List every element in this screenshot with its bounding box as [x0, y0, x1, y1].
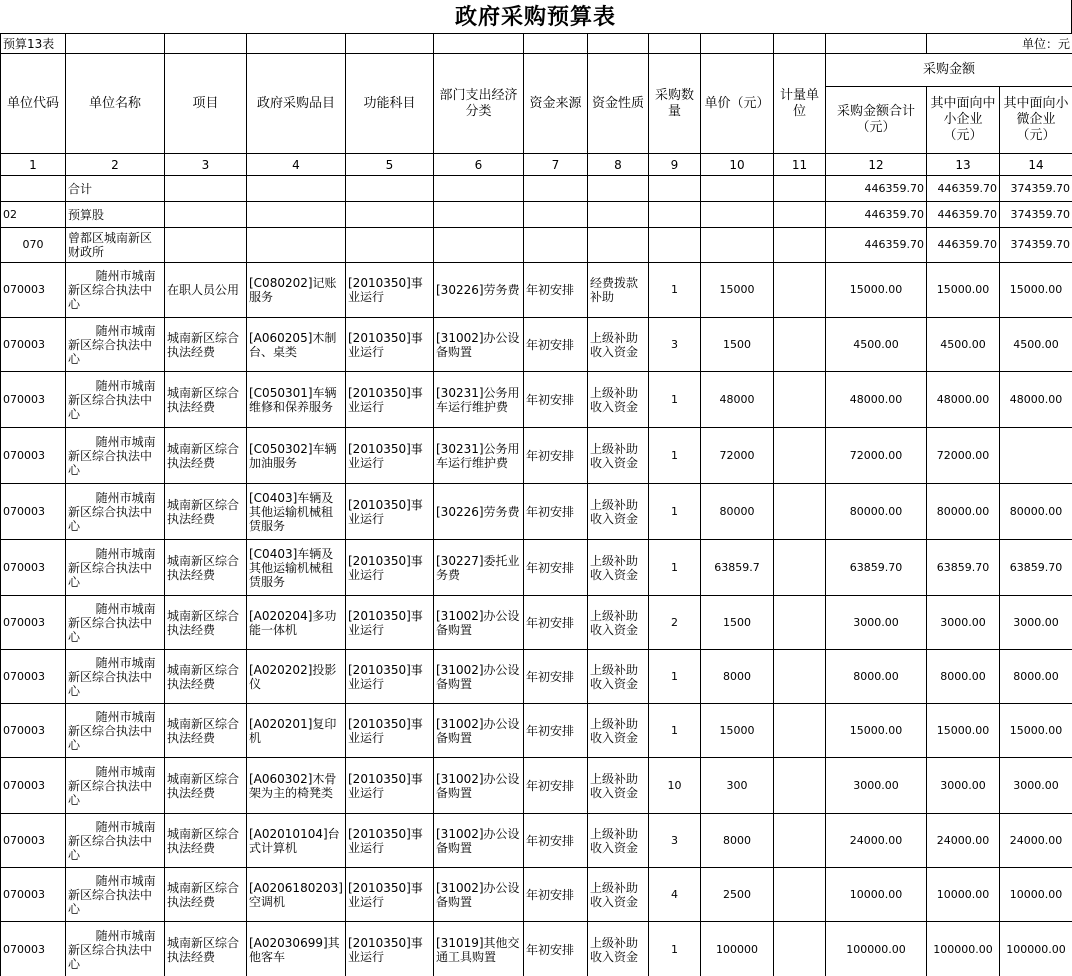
header-measure-unit: 计量单位 [774, 54, 826, 154]
col-number: 12 [826, 154, 927, 176]
econ-class-cell: [30227]委托业务费 [434, 540, 524, 596]
function-subject-cell: [2010350]事业运行 [346, 650, 434, 704]
amount-sme-cell: 80000.00 [927, 484, 1000, 540]
empty-cell [774, 202, 826, 228]
unit-code-cell: 02 [1, 202, 66, 228]
unit-price-cell: 1500 [701, 596, 774, 650]
unit-price-cell: 63859.7 [701, 540, 774, 596]
fund-source-cell: 年初安排 [524, 922, 588, 976]
unit-name-cell [66, 263, 165, 318]
col-number: 14 [1000, 154, 1072, 176]
amount-sme-cell: 15000.00 [927, 263, 1000, 318]
empty-cell [434, 228, 524, 263]
col-number: 5 [346, 154, 434, 176]
header-project: 项目 [165, 54, 247, 154]
header-fund-nature: 资金性质 [588, 54, 649, 154]
header-fund-source: 资金来源 [524, 54, 588, 154]
amount-total-cell: 100000.00 [826, 922, 927, 976]
empty-cell [649, 176, 701, 202]
table-row [1, 428, 1072, 484]
unit-price-cell: 15000 [701, 263, 774, 318]
amount-sme-cell: 63859.70 [927, 540, 1000, 596]
amount-sme-cell: 446359.70 [927, 228, 1000, 263]
quantity-cell: 1 [649, 540, 701, 596]
fund-source-cell: 年初安排 [524, 650, 588, 704]
column-number-row [1, 154, 1072, 176]
meta-row [1, 34, 1072, 54]
header-quantity: 采购数量 [649, 54, 701, 154]
empty-cell [434, 176, 524, 202]
empty-cell [165, 176, 247, 202]
function-subject-cell: [2010350]事业运行 [346, 428, 434, 484]
function-subject-cell: [2010350]事业运行 [346, 484, 434, 540]
quantity-cell: 1 [649, 484, 701, 540]
unit-code-cell: 070003 [1, 650, 66, 704]
amount-total-cell: 15000.00 [826, 263, 927, 318]
empty-cell [524, 176, 588, 202]
empty-cell [701, 228, 774, 263]
unit-code-cell: 070003 [1, 868, 66, 922]
amount-total-cell: 446359.70 [826, 176, 927, 202]
unit-name-cell [66, 650, 165, 704]
fund-source-cell: 年初安排 [524, 484, 588, 540]
header-amount-total: 采购金额合计（元） [826, 87, 927, 154]
empty-cell [774, 228, 826, 263]
procure-item-cell: [A020201]复印机 [247, 704, 346, 758]
fund-nature-cell: 上级补助收入资金 [588, 596, 649, 650]
header-amount-micro: 其中面向小微企业（元） [1000, 87, 1072, 154]
header-procure-item: 政府采购品目 [247, 54, 346, 154]
unit-name-text: 随州市城南新区综合执法中心 [68, 269, 156, 311]
procure-item-cell: [A020204]多功能一体机 [247, 596, 346, 650]
fund-source-cell: 年初安排 [524, 704, 588, 758]
amount-sme-cell: 100000.00 [927, 922, 1000, 976]
table-row [1, 650, 1072, 704]
empty-cell [588, 202, 649, 228]
unit-name-text: 随州市城南新区综合执法中心 [68, 323, 156, 366]
amount-total-cell: 63859.70 [826, 540, 927, 596]
fund-nature-cell: 上级补助收入资金 [588, 650, 649, 704]
amount-total-cell: 48000.00 [826, 372, 927, 428]
econ-class-cell: [31019]其他交通工具购置 [434, 922, 524, 976]
measure-unit-cell [774, 922, 826, 976]
fund-source-cell: 年初安排 [524, 868, 588, 922]
amount-micro-cell: 24000.00 [1000, 814, 1072, 868]
table-row [1, 814, 1072, 868]
unit-name-text: 随州市城南新区综合执法中心 [68, 819, 156, 862]
quantity-cell: 3 [649, 814, 701, 868]
fund-nature-cell: 上级补助收入资金 [588, 758, 649, 814]
unit-name-cell [66, 428, 165, 484]
function-subject-cell: [2010350]事业运行 [346, 814, 434, 868]
project-cell: 城南新区综合执法经费 [165, 318, 247, 372]
empty-cell [247, 202, 346, 228]
unit-name-cell [66, 758, 165, 814]
empty-cell [649, 202, 701, 228]
col-number: 11 [774, 154, 826, 176]
fund-source-cell: 年初安排 [524, 540, 588, 596]
amount-sme-cell: 24000.00 [927, 814, 1000, 868]
amount-total-cell: 24000.00 [826, 814, 927, 868]
econ-class-cell: [31002]办公设备购置 [434, 650, 524, 704]
amount-micro-cell: 63859.70 [1000, 540, 1072, 596]
fund-nature-cell: 上级补助收入资金 [588, 428, 649, 484]
amount-micro-cell: 374359.70 [1000, 228, 1072, 263]
measure-unit-cell [774, 596, 826, 650]
project-cell: 城南新区综合执法经费 [165, 540, 247, 596]
header-econ-class: 部门支出经济分类 [434, 54, 524, 154]
unit-name-cell [66, 372, 165, 428]
amount-sme-cell: 8000.00 [927, 650, 1000, 704]
procure-item-cell: [A060205]木制台、桌类 [247, 318, 346, 372]
unit-code-cell: 070003 [1, 704, 66, 758]
amount-total-cell: 3000.00 [826, 758, 927, 814]
empty-cell [165, 202, 247, 228]
fund-source-cell: 年初安排 [524, 596, 588, 650]
header-unit-price: 单价（元） [701, 54, 774, 154]
project-cell: 城南新区综合执法经费 [165, 758, 247, 814]
header-row-1 [1, 54, 1072, 87]
col-number: 8 [588, 154, 649, 176]
empty-cell [346, 228, 434, 263]
unit-code-cell: 070003 [1, 922, 66, 976]
fund-source-cell: 年初安排 [524, 318, 588, 372]
empty-cell [701, 176, 774, 202]
procure-item-cell: [C0403]车辆及其他运输机械租赁服务 [247, 540, 346, 596]
unit-code-cell: 070003 [1, 263, 66, 318]
fund-nature-cell: 上级补助收入资金 [588, 922, 649, 976]
empty-cell [588, 176, 649, 202]
unit-name-cell [66, 814, 165, 868]
procure-item-cell: [A02010104]台式计算机 [247, 814, 346, 868]
unit-code-cell [1, 176, 66, 202]
procure-item-cell: [C050302]车辆加油服务 [247, 428, 346, 484]
page-title: 政府采购预算表 [0, 0, 1072, 34]
amount-micro-cell: 15000.00 [1000, 704, 1072, 758]
unit-name-cell [66, 318, 165, 372]
unit-price-cell: 48000 [701, 372, 774, 428]
fund-nature-cell: 上级补助收入资金 [588, 318, 649, 372]
unit-code-cell: 070003 [1, 318, 66, 372]
unit-name-cell [66, 596, 165, 650]
empty-cell [434, 202, 524, 228]
project-cell: 城南新区综合执法经费 [165, 868, 247, 922]
amount-total-cell: 4500.00 [826, 318, 927, 372]
table-row [1, 263, 1072, 318]
fund-nature-cell: 上级补助收入资金 [588, 704, 649, 758]
col-number: 10 [701, 154, 774, 176]
unit-name-cell: 曾都区城南新区财政所 [66, 228, 165, 263]
unit-name-text: 随州市城南新区综合执法中心 [68, 546, 156, 589]
amount-micro-cell: 15000.00 [1000, 263, 1072, 318]
unit-price-cell: 1500 [701, 318, 774, 372]
header-amount-group: 采购金额 [826, 54, 1072, 87]
function-subject-cell: [2010350]事业运行 [346, 868, 434, 922]
col-number: 7 [524, 154, 588, 176]
quantity-cell: 1 [649, 372, 701, 428]
table-row [1, 484, 1072, 540]
procurement-table [0, 33, 1072, 976]
unit-name-cell [66, 922, 165, 976]
table-row [1, 758, 1072, 814]
amount-total-cell: 446359.70 [826, 228, 927, 263]
table-row [1, 318, 1072, 372]
project-cell: 城南新区综合执法经费 [165, 814, 247, 868]
unit-name-text: 随州市城南新区综合执法中心 [68, 655, 156, 698]
unit-code-cell: 070003 [1, 428, 66, 484]
project-cell: 在职人员公用 [165, 263, 247, 318]
procure-item-cell: [A0206180203]空调机 [247, 868, 346, 922]
empty-cell [346, 176, 434, 202]
table-row [1, 922, 1072, 976]
header-unit-code: 单位代码 [1, 54, 66, 154]
amount-micro-cell: 4500.00 [1000, 318, 1072, 372]
table-row [1, 868, 1072, 922]
amount-sme-cell: 4500.00 [927, 318, 1000, 372]
measure-unit-cell [774, 428, 826, 484]
unit-code-cell: 070003 [1, 540, 66, 596]
empty-cell [247, 176, 346, 202]
unit-name-cell: 合计 [66, 176, 165, 202]
measure-unit-cell [774, 484, 826, 540]
quantity-cell: 2 [649, 596, 701, 650]
unit-name-text: 随州市城南新区综合执法中心 [68, 434, 156, 477]
measure-unit-cell [774, 868, 826, 922]
amount-micro-cell: 374359.70 [1000, 176, 1072, 202]
project-cell: 城南新区综合执法经费 [165, 650, 247, 704]
measure-unit-cell [774, 704, 826, 758]
fund-nature-cell: 经费拨款补助 [588, 263, 649, 318]
quantity-cell: 3 [649, 318, 701, 372]
econ-class-cell: [31002]办公设备购置 [434, 318, 524, 372]
amount-total-cell: 446359.70 [826, 202, 927, 228]
quantity-cell: 10 [649, 758, 701, 814]
function-subject-cell: [2010350]事业运行 [346, 704, 434, 758]
amount-total-cell: 15000.00 [826, 704, 927, 758]
unit-code-cell: 070003 [1, 372, 66, 428]
measure-unit-cell [774, 372, 826, 428]
function-subject-cell: [2010350]事业运行 [346, 596, 434, 650]
empty-cell [247, 228, 346, 263]
unit-name-text: 随州市城南新区综合执法中心 [68, 378, 156, 421]
summary-row [1, 228, 1072, 263]
measure-unit-cell [774, 814, 826, 868]
col-number: 3 [165, 154, 247, 176]
econ-class-cell: [30231]公务用车运行维护费 [434, 428, 524, 484]
empty-cell [524, 228, 588, 263]
fund-nature-cell: 上级补助收入资金 [588, 484, 649, 540]
amount-total-cell: 10000.00 [826, 868, 927, 922]
project-cell: 城南新区综合执法经费 [165, 428, 247, 484]
unit-code-cell: 070003 [1, 814, 66, 868]
project-cell: 城南新区综合执法经费 [165, 596, 247, 650]
header-amount-sme: 其中面向中小企业（元） [927, 87, 1000, 154]
unit-price-cell: 15000 [701, 704, 774, 758]
procure-item-cell: [A02030699]其他客车 [247, 922, 346, 976]
measure-unit-cell [774, 650, 826, 704]
header-function-subject: 功能科目 [346, 54, 434, 154]
fund-source-cell: 年初安排 [524, 372, 588, 428]
unit-code-cell: 070003 [1, 758, 66, 814]
empty-cell [524, 202, 588, 228]
empty-cell [701, 202, 774, 228]
unit-price-cell: 80000 [701, 484, 774, 540]
fund-source-cell: 年初安排 [524, 758, 588, 814]
unit-code-cell: 070003 [1, 596, 66, 650]
quantity-cell: 1 [649, 263, 701, 318]
unit-price-cell: 8000 [701, 814, 774, 868]
amount-micro-cell: 374359.70 [1000, 202, 1072, 228]
unit-name-text: 随州市城南新区综合执法中心 [68, 928, 156, 971]
empty-cell [649, 228, 701, 263]
empty-cell [346, 202, 434, 228]
quantity-cell: 4 [649, 868, 701, 922]
procure-item-cell: [A060302]木骨架为主的椅凳类 [247, 758, 346, 814]
procure-item-cell: [C080202]记账服务 [247, 263, 346, 318]
amount-sme-cell: 15000.00 [927, 704, 1000, 758]
unit-name-text: 随州市城南新区综合执法中心 [68, 709, 156, 752]
amount-sme-cell: 446359.70 [927, 202, 1000, 228]
procure-item-cell: [C0403]车辆及其他运输机械租赁服务 [247, 484, 346, 540]
table-row [1, 596, 1072, 650]
unit-name-cell: 预算股 [66, 202, 165, 228]
fund-source-cell: 年初安排 [524, 263, 588, 318]
unit-price-cell: 100000 [701, 922, 774, 976]
function-subject-cell: [2010350]事业运行 [346, 372, 434, 428]
col-number: 9 [649, 154, 701, 176]
unit-code-cell: 070003 [1, 484, 66, 540]
table-row [1, 372, 1072, 428]
measure-unit-cell [774, 263, 826, 318]
unit-label: 单位：元 [927, 34, 1072, 54]
fund-nature-cell: 上级补助收入资金 [588, 814, 649, 868]
measure-unit-cell [774, 758, 826, 814]
project-cell: 城南新区综合执法经费 [165, 922, 247, 976]
amount-micro-cell: 3000.00 [1000, 596, 1072, 650]
econ-class-cell: [31002]办公设备购置 [434, 596, 524, 650]
quantity-cell: 1 [649, 922, 701, 976]
amount-micro-cell: 100000.00 [1000, 922, 1072, 976]
unit-name-text: 随州市城南新区综合执法中心 [68, 873, 156, 916]
project-cell: 城南新区综合执法经费 [165, 484, 247, 540]
table-code: 预算13表 [1, 34, 66, 54]
unit-name-text: 随州市城南新区综合执法中心 [68, 601, 156, 644]
amount-sme-cell: 3000.00 [927, 596, 1000, 650]
quantity-cell: 1 [649, 704, 701, 758]
project-cell: 城南新区综合执法经费 [165, 704, 247, 758]
amount-micro-cell: 8000.00 [1000, 650, 1072, 704]
amount-sme-cell: 446359.70 [927, 176, 1000, 202]
quantity-cell: 1 [649, 650, 701, 704]
procure-item-cell: [C050301]车辆维修和保养服务 [247, 372, 346, 428]
table-row [1, 540, 1072, 596]
amount-micro-cell: 80000.00 [1000, 484, 1072, 540]
unit-price-cell: 2500 [701, 868, 774, 922]
col-number: 1 [1, 154, 66, 176]
econ-class-cell: [31002]办公设备购置 [434, 868, 524, 922]
empty-cell [588, 228, 649, 263]
measure-unit-cell [774, 540, 826, 596]
measure-unit-cell [774, 318, 826, 372]
amount-micro-cell: 10000.00 [1000, 868, 1072, 922]
unit-name-cell [66, 868, 165, 922]
amount-total-cell: 72000.00 [826, 428, 927, 484]
empty-cell [774, 176, 826, 202]
function-subject-cell: [2010350]事业运行 [346, 318, 434, 372]
fund-nature-cell: 上级补助收入资金 [588, 372, 649, 428]
function-subject-cell: [2010350]事业运行 [346, 540, 434, 596]
econ-class-cell: [31002]办公设备购置 [434, 758, 524, 814]
empty-cell [165, 228, 247, 263]
function-subject-cell: [2010350]事业运行 [346, 263, 434, 318]
econ-class-cell: [30231]公务用车运行维护费 [434, 372, 524, 428]
unit-price-cell: 8000 [701, 650, 774, 704]
fund-nature-cell: 上级补助收入资金 [588, 540, 649, 596]
amount-total-cell: 8000.00 [826, 650, 927, 704]
header-unit-name: 单位名称 [66, 54, 165, 154]
unit-name-text: 随州市城南新区综合执法中心 [68, 764, 156, 807]
col-number: 2 [66, 154, 165, 176]
amount-sme-cell: 10000.00 [927, 868, 1000, 922]
amount-micro-cell [1000, 428, 1072, 484]
amount-total-cell: 3000.00 [826, 596, 927, 650]
function-subject-cell: [2010350]事业运行 [346, 758, 434, 814]
project-cell: 城南新区综合执法经费 [165, 372, 247, 428]
col-number: 6 [434, 154, 524, 176]
unit-name-cell [66, 704, 165, 758]
unit-name-text: 随州市城南新区综合执法中心 [68, 490, 156, 533]
amount-micro-cell: 3000.00 [1000, 758, 1072, 814]
unit-name-cell [66, 484, 165, 540]
quantity-cell: 1 [649, 428, 701, 484]
econ-class-cell: [30226]劳务费 [434, 484, 524, 540]
amount-total-cell: 80000.00 [826, 484, 927, 540]
function-subject-cell: [2010350]事业运行 [346, 922, 434, 976]
unit-price-cell: 300 [701, 758, 774, 814]
amount-micro-cell: 48000.00 [1000, 372, 1072, 428]
amount-sme-cell: 72000.00 [927, 428, 1000, 484]
summary-row [1, 176, 1072, 202]
econ-class-cell: [30226]劳务费 [434, 263, 524, 318]
summary-row [1, 202, 1072, 228]
col-number: 13 [927, 154, 1000, 176]
amount-sme-cell: 3000.00 [927, 758, 1000, 814]
table-row [1, 704, 1072, 758]
col-number: 4 [247, 154, 346, 176]
unit-name-cell [66, 540, 165, 596]
econ-class-cell: [31002]办公设备购置 [434, 704, 524, 758]
procure-item-cell: [A020202]投影仪 [247, 650, 346, 704]
amount-sme-cell: 48000.00 [927, 372, 1000, 428]
fund-nature-cell: 上级补助收入资金 [588, 868, 649, 922]
fund-source-cell: 年初安排 [524, 428, 588, 484]
fund-source-cell: 年初安排 [524, 814, 588, 868]
unit-price-cell: 72000 [701, 428, 774, 484]
econ-class-cell: [31002]办公设备购置 [434, 814, 524, 868]
unit-code-cell: 070 [1, 228, 66, 263]
